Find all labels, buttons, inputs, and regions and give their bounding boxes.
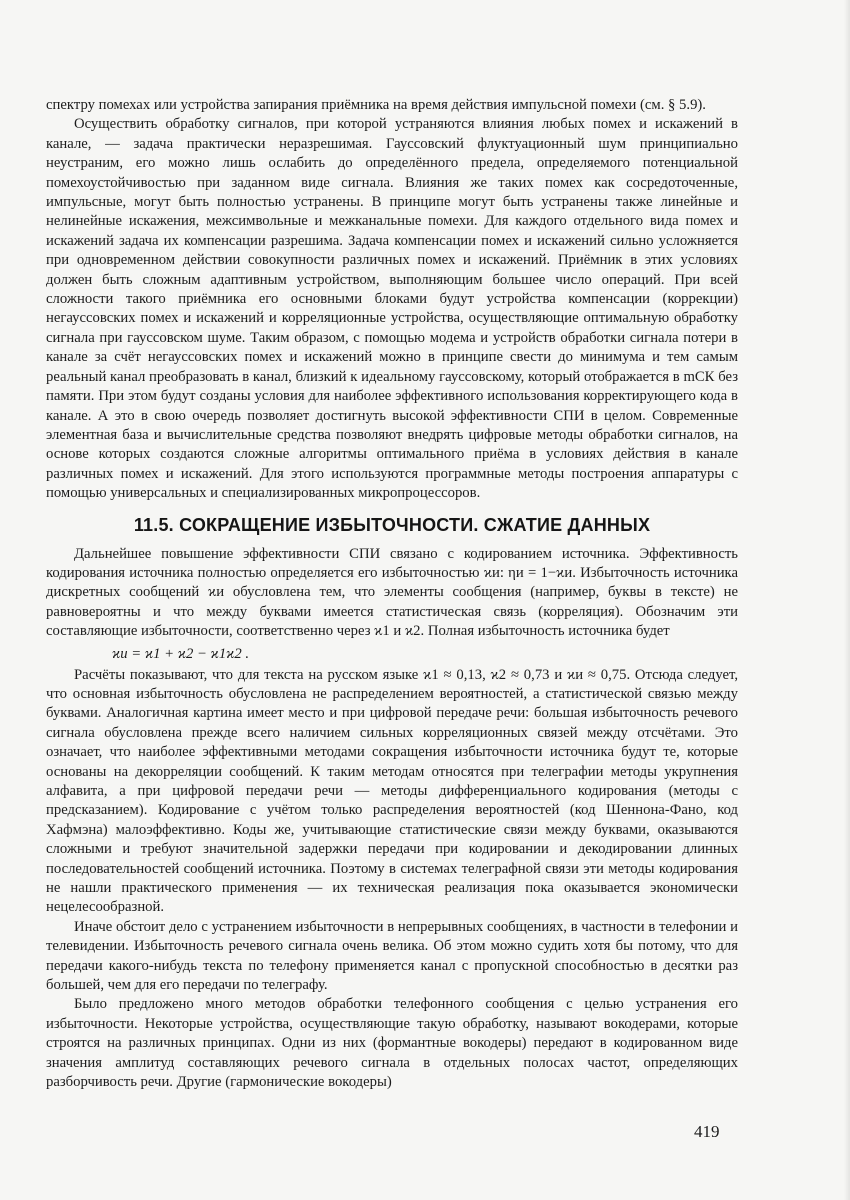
paragraph-continuous-messages: Иначе обстоит дело с устранением избыточности в непрерывных сообщениях, в частности в телефонии и телевидении. Избыточность речевого сигнала очень велика. Об этом можно судить хотя бы потому, что для передачи какого-нибудь текста по телефону применяется канал с пропускной способностью в десятки раз большей, чем для его передачи по телеграфу. xyxy=(46,918,738,994)
scan-edge-shadow xyxy=(844,0,850,1200)
paragraph-continuation: спектру помехах или устройства запирания приёмника на время действия импульсной помехи (см. § 5.9). xyxy=(46,97,706,113)
page-body xyxy=(46,96,738,1093)
section-heading: 11.5. СОКРАЩЕНИЕ ИЗБЫТОЧНОСТИ. СЖАТИЕ ДАННЫХ xyxy=(133,514,651,535)
paragraph-vocoders: Было предложено много методов обработки телефонного сообщения с целью устранения его избыточности. Некоторые устройства, осуществляющие такую обработку, называют вокодерами, которые строятся на различных принципах. Одни из них (формантные вокодеры) передают в кодированном виде значения амплитуд составляющих речевого сигнала в отдельных полосах частот, определяющих разборчивость речи. Другие (гармонические вокодеры) xyxy=(46,996,738,1091)
formula-total-redundancy: ϰи = ϰ1 + ϰ2 − ϰ1ϰ2 . xyxy=(112,645,250,662)
paragraph-signal-processing: Осуществить обработку сигналов, при которой устраняются влияния любых помех и искажений в канале, — задача практически неразрешимая. Гауссовский флуктуационный шум принципиально неустраним, его можно лишь ослабить до определённого предела, определяемого потенциальной помехоустойчивостью при заданном виде сигнала. Влияния же таких помех как сосредоточенные, импульсные, могут быть полностью устранены. В принципе могут быть устранены также линейные и нелинейные искажения, межсимвольные и межканальные помехи. Для каждого отдельного вида помех и искажений задача их компенсации разрешима. Задача компенсации помех и искажений сильно усложняется при одновременном действии совокупности различных помех и искажений. Приёмник в этих условиях должен быть сложным адаптивным устройством, выполняющим большее число операций. При всей сложности такого приёмника его основными блоками будут устройства компенсации (коррекции) негауссовских помех и искажений и корреляционные устройства, осуществляющие оптимальную обработку сигнала при гауссовском шуме. Таким образом, с помощью модема и устройств обработки сигнала потери в канале за счёт негауссовских помех и искажений можно в принципе свести до минимума и тем самым реальный канал преобразовать в канал, близкий к идеальному гауссовскому, который отображается в mСК без памяти. При этом будут созданы условия для наиболее эффективного использования корректирующего кода в канале. А это в свою очередь позволяет достигнуть высокой эффективности СПИ в целом. Современные элементная база и вычислительные средства позволяют внедрять цифровые методы обработки сигналов, на основе которых создаются сложные алгоритмы оптимального приёма в условиях действия в канале различных помех и искажений. Для этого используются программные методы построения аппаратуры с помощью универсальных и специализированных микропроцессоров. xyxy=(46,116,738,502)
paragraph-calculations: Расчёты показывают, что для текста на русском языке ϰ1 ≈ 0,13, ϰ2 ≈ 0,73 и ϰи ≈ 0,75. Отсюда следует, что основная избыточность обусловлена не распределением вероятностей, а статистической связью между буквами. Аналогичная картина имеет место и при цифровой передаче речи: большая избыточность речевого сигнала обусловлена прежде всего наличием сильных корреляционных связей между отсчётами. Это означает, что наиболее эффективными методами сокращения избыточности источника будут те, которые основаны на декорреляции сообщений. К таким методам относятся при телеграфии методы укрупнения алфавита, а при цифровой передачи речи — методы дифференциального кодирования (методы с предсказанием). Кодирование с учётом только распределения вероятностей (код Шеннона-Фано, код Хафмэна) малоэффективно. Коды же, учитывающие статистические связи между буквами, оказываются сложными и требуют значительной задержки передачи при кодировании и декодировании длинных последовательностей сообщений источника. Поэтому в системах телеграфной связи эти методы кодирования не нашли практического применения — их техническая реализация пока оказывается экономически нецелесообразной. xyxy=(46,666,738,916)
page-number: 419 xyxy=(694,1122,720,1141)
paragraph-redundancy-intro: Дальнейшее повышение эффективности СПИ связано с кодированием источника. Эффективность кодирования источника полностью определяется его избыточностью ϰи: ηи = 1−ϰи. Избыточность источника дискретных сообщений ϰи обусловлена тем, что элементы сообщения (например, буквы в тексте) не равновероятны и что между буквами имеется статистическая связь (корреляция). Обозначим эти составляющие избыточности, соответственно через ϰ1 и ϰ2. Полная избыточность источника будет xyxy=(46,545,738,640)
